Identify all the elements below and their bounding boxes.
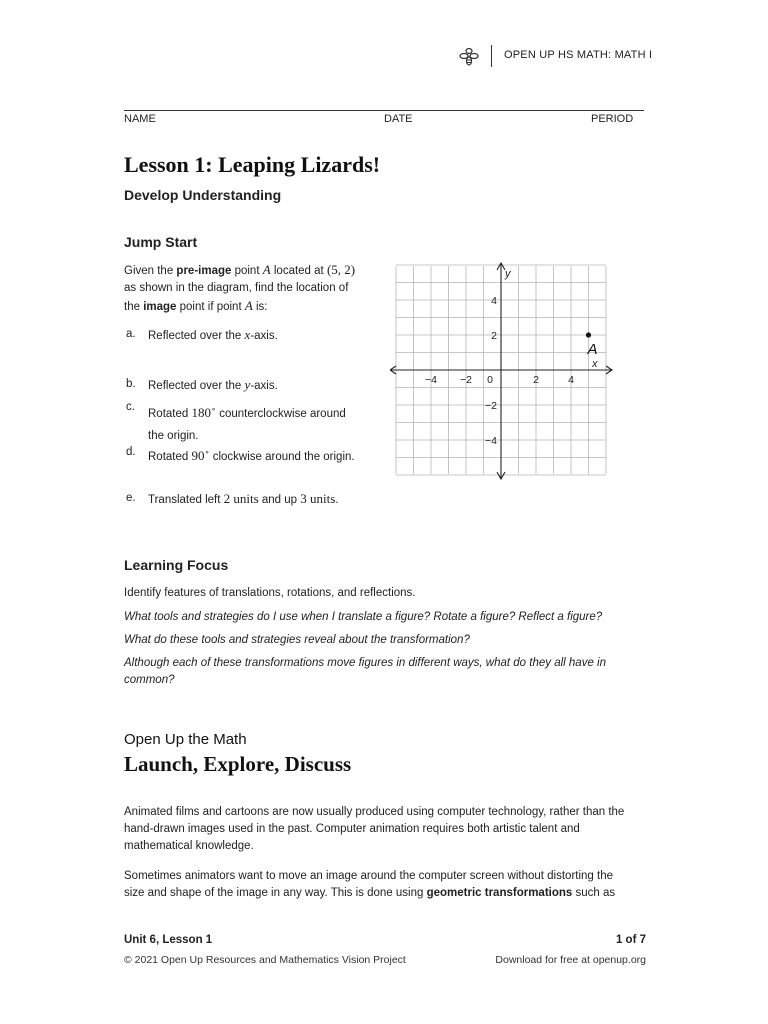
y-axis-label: y <box>505 268 511 280</box>
learning-focus-question-3: Although each of these transformations move figures in different ways, what do they all have in common? <box>124 657 606 686</box>
learning-focus-question-2: What do these tools and strategies reveal about the transformation? <box>124 634 470 646</box>
footer-download-link[interactable]: Download for free at openup.org <box>495 954 646 966</box>
point-a-label: A <box>587 341 598 358</box>
lesson-title: Lesson 1: Leaping Lizards! <box>124 152 381 177</box>
lesson-subtitle: Develop Understanding <box>124 187 282 203</box>
list-item-a: a. Reflected over the x-axis. <box>126 327 278 342</box>
x-tick-label: 0 <box>487 374 493 386</box>
x-axis-label: x <box>592 358 598 370</box>
jump-start-heading: Jump Start <box>124 234 198 250</box>
footer-copyright: © 2021 Open Up Resources and Mathematics Vision Project <box>124 954 406 966</box>
x-tick-label: −4 <box>425 374 437 386</box>
jump-start-intro: Given the pre-image point A located at (5, 2) as shown in the diagram, find the location of the image point if point A is: <box>124 262 356 313</box>
bee-logo-icon <box>458 46 480 68</box>
learning-focus-line: Identify features of translations, rotations, and reflections. <box>124 587 416 599</box>
learning-focus-question-1: What tools and strategies do I use when I translate a figure? Rotate a figure? Reflect a figure? <box>124 611 603 623</box>
list-item-d: d. Rotated 90∘ clockwise around the origin. <box>126 446 355 463</box>
footer-page-number: 1 of 7 <box>615 934 646 946</box>
intro-paragraph-1: Animated films and cartoons are now usually produced using computer technology, rather than the hand-drawn images used in the past. Computer animation requires both artistic talent and mathematical knowledge. <box>124 806 625 852</box>
point-a <box>586 332 591 337</box>
intro-paragraph-2: Sometimes animators want to move an image around the computer screen without distorting the size and shape of the image in any way. This is done using geometric transformations such as <box>124 870 616 899</box>
y-tick-label: 2 <box>491 330 497 342</box>
x-tick-label: 2 <box>533 374 539 386</box>
period-label: PERIOD <box>591 113 634 125</box>
list-item-c: c. Rotated 180∘ counterclockwise around the origin. <box>126 401 346 442</box>
x-tick-label: 4 <box>568 374 574 386</box>
open-up-heading: Open Up the Math <box>124 731 247 748</box>
list-item-b: b. Reflected over the y-axis. <box>126 377 278 392</box>
learning-focus-heading: Learning Focus <box>124 557 229 573</box>
date-label: DATE <box>384 113 413 125</box>
launch-explore-discuss-title: Launch, Explore, Discuss <box>124 752 352 776</box>
header-title: OPEN UP HS MATH: MATH I <box>504 49 653 61</box>
name-label: NAME <box>124 113 156 125</box>
footer-unit-lesson: Unit 6, Lesson 1 <box>124 934 213 946</box>
y-tick-label: −2 <box>485 400 497 412</box>
list-item-e: e. Translated left 2 units and up 3 units. <box>126 491 339 506</box>
header-separator <box>491 45 492 67</box>
name-date-rule <box>124 110 644 111</box>
y-tick-label: −4 <box>485 435 497 447</box>
coordinate-graph <box>390 256 615 484</box>
x-tick-label: −2 <box>460 374 472 386</box>
y-tick-label: 4 <box>491 295 497 307</box>
